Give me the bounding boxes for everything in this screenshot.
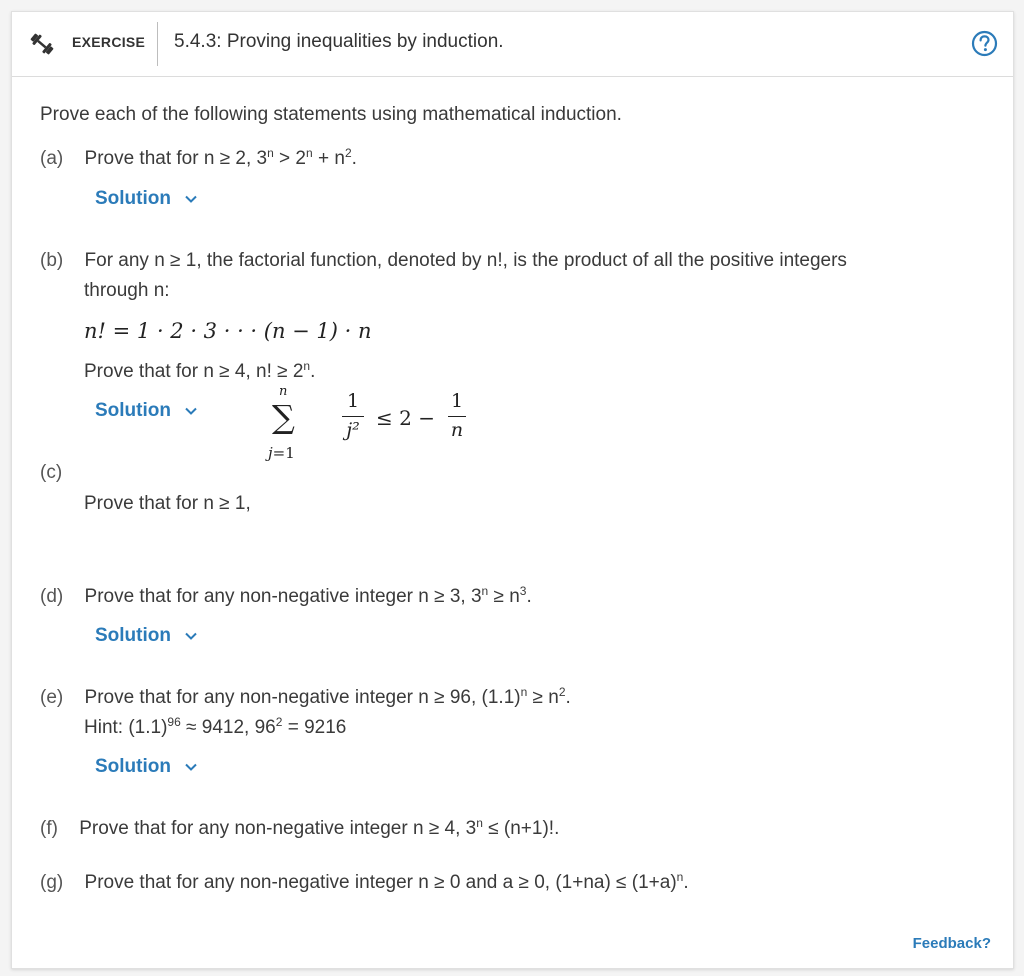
relation-text: ≤ 2 − [376,406,435,430]
part-g-marker: (g) [40,872,64,893]
part-a-marker: (a) [40,148,64,169]
exercise-header [12,12,1013,77]
exercise-card [11,11,1014,969]
chevron-down-icon [185,407,197,415]
exercise-label: EXERCISE [72,34,146,50]
solution-toggle-b[interactable]: Solution [95,400,197,422]
sum-lower-limit: j=1 [268,444,295,462]
intro-text: Prove each of the following statements using mathematical induction. [40,104,622,125]
part-e-hint: Hint: $(1.1)^{96} \approx 9412$, $96^2 = 9216$ [84,715,347,738]
fraction-1-over-j-squared: 1 j² [342,390,364,443]
part-f-marker: (f) [40,818,58,839]
sigma-symbol: ∑ [272,398,295,436]
part-b-prove: Prove that for n ≥ 4, n! ≥ $2^n$. [84,359,316,382]
chevron-down-icon [185,763,197,771]
fraction-1-over-n: 1 n [448,390,466,443]
header-divider [157,22,158,66]
part-d [40,586,532,608]
part-d-marker: (d) [40,586,64,607]
part-b-line1: For any n ≥ 1, the factorial function, denoted by n!, is the product of all the positive integers [84,250,847,271]
part-b [40,250,847,272]
part-a [40,148,357,170]
part-g-text: Prove that for any non-negative integer n ≥ 0 and a ≥ 0, $(1+na) \le (1+a)^n$. [84,870,689,893]
solution-toggle-e[interactable]: Solution [95,756,197,778]
solution-toggle-d[interactable]: Solution [95,625,197,647]
part-g [40,872,689,894]
part-e [40,687,571,709]
part-e-marker: (e) [40,687,64,708]
part-f-text: Prove that for any non-negative integer n ≥ 4, $3^n \le (n+1)$!. [79,816,560,839]
question-circle-icon[interactable] [971,30,998,57]
sum-upper-limit: n [279,384,288,399]
part-b-marker: (b) [40,250,64,271]
summation-formula [266,384,464,462]
chevron-down-icon [185,632,197,640]
dumbbell-icon [28,31,56,57]
factorial-formula: n! = 1 · 2 · 3 · · · (n − 1) · n [84,319,372,343]
part-f [40,818,559,840]
part-c-marker: (c) [40,462,63,483]
part-e-text: Prove that for any non-negative integer n ≥ 96, $(1.1)^n \ge n^2$. [84,685,571,708]
part-c-text: Prove that for n ≥ 1, [84,493,251,514]
feedback-link[interactable]: Feedback? [912,935,991,952]
part-d-text: Prove that for any non-negative integer n ≥ 3, $3^n \ge n^3$. [84,584,532,607]
part-b-line2: through n: [84,280,170,301]
chevron-down-icon [185,195,197,203]
part-a-text: Prove that for n ≥ 2, $3^n > 2^n + n^2$. [84,146,357,169]
exercise-title: 5.4.3: Proving inequalities by induction. [174,31,504,52]
solution-toggle-a[interactable]: Solution [95,188,197,210]
